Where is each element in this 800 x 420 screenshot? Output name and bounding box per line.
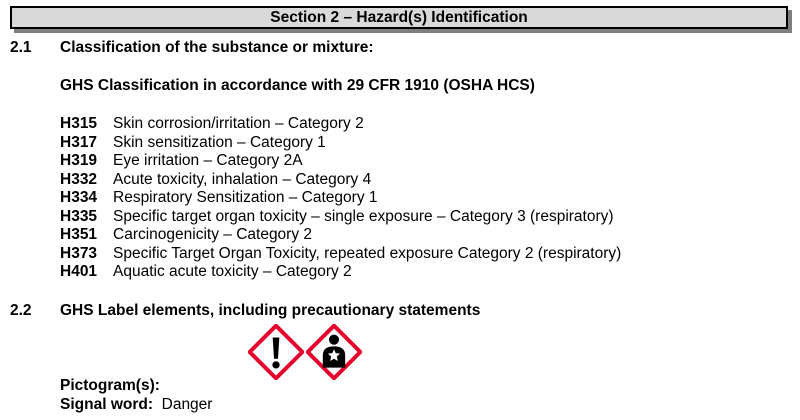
hazard-statement	[60, 189, 621, 208]
hazard-text: Specific Target Organ Toxicity, repeated exposure Category 2 (respiratory)	[113, 244, 622, 262]
hazard-text: Specific target organ toxicity – single exposure – Category 3 (respiratory)	[113, 207, 614, 225]
hazard-code: H351	[60, 226, 98, 243]
hazard-statement	[60, 245, 621, 264]
signal-word-row	[60, 396, 212, 414]
section-2-2-title: GHS Label elements, including precautionary statements	[60, 302, 481, 319]
section-2-1-title: Classification of the substance or mixture:	[60, 39, 374, 56]
hazard-text: Aquatic acute toxicity – Category 2	[113, 263, 352, 280]
pictogram-group	[248, 324, 362, 380]
hazard-text: Carcinogenicity – Category 2	[113, 226, 313, 243]
hazard-statement	[60, 263, 621, 282]
hazard-statement	[60, 152, 621, 171]
pictogram-label: Pictogram(s):	[60, 377, 160, 394]
health-hazard-pictogram-icon	[306, 324, 362, 380]
signal-word-value: Danger	[161, 396, 213, 413]
hazard-statement-list	[60, 115, 621, 282]
section-header	[10, 6, 788, 29]
hazard-text: Respiratory Sensitization – Category 1	[113, 189, 378, 206]
hazard-text: Skin sensitization – Category 1	[113, 133, 326, 151]
pictogram-label-row	[60, 377, 160, 395]
exclamation-mark-pictogram-icon	[248, 324, 304, 380]
signal-word-label: Signal word:	[60, 396, 153, 413]
section-2-2-number: 2.2	[10, 302, 32, 319]
hazard-code: H332	[60, 170, 98, 188]
hazard-text: Eye irritation – Category 2A	[113, 152, 303, 169]
hazard-code: H317	[60, 133, 98, 151]
hazard-statement	[60, 226, 621, 245]
hazard-statement	[60, 208, 621, 227]
section-title: Section 2 – Hazard(s) Identification	[270, 8, 528, 26]
hazard-code: H334	[60, 189, 98, 206]
hazard-code: H315	[60, 115, 98, 132]
hazard-code: H319	[60, 152, 98, 169]
hazard-text: Skin corrosion/irritation – Category 2	[113, 115, 364, 132]
hazard-statement	[60, 134, 621, 153]
hazard-code: H401	[60, 263, 98, 280]
hazard-statement	[60, 171, 621, 190]
section-2-1-number: 2.1	[10, 39, 32, 56]
hazard-code: H335	[60, 207, 98, 225]
ghs-classification-title: GHS Classification in accordance with 29 CFR 1910 (OSHA HCS)	[60, 77, 535, 94]
hazard-statement	[60, 115, 621, 134]
hazard-text: Acute toxicity, inhalation – Category 4	[113, 170, 372, 188]
hazard-code: H373	[60, 244, 98, 262]
